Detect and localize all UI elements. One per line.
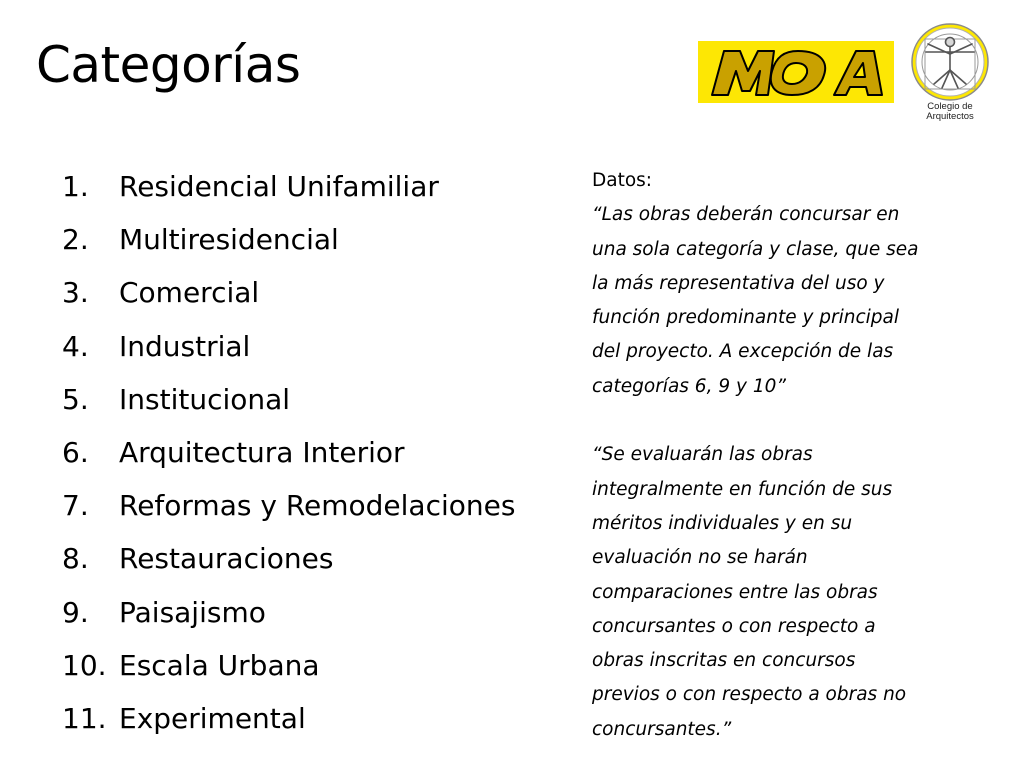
quote-line: “Las obras deberán concursar en: [592, 204, 900, 226]
list-item-label: Institucional: [119, 382, 291, 416]
quote-line: función predominante y principal: [592, 307, 900, 329]
list-item-number: 5.: [62, 382, 89, 416]
list-item-label: Multiresidencial: [119, 223, 339, 257]
list-item: [62, 586, 515, 639]
quote-line: méritos individuales y en su: [592, 512, 853, 534]
list-item: [62, 213, 515, 266]
list-item-label: Industrial: [119, 329, 251, 363]
datos-panel: [592, 164, 1002, 747]
list-item-label: Experimental: [119, 701, 306, 735]
quote-line: concursantes.”: [592, 718, 732, 740]
list-item-label: Residencial Unifamiliar: [119, 170, 439, 204]
list-item-number: 9.: [62, 595, 89, 629]
colegio-de-arquitectos-logo: [908, 22, 992, 128]
list-item-number: 3.: [62, 276, 89, 310]
quote-line: concursantes o con respecto a: [592, 615, 876, 637]
list-item-number: 1.: [62, 170, 89, 204]
quote-line: obras inscritas en concursos: [592, 650, 856, 672]
list-item: [62, 373, 515, 426]
quote-line: previos o con respecto a obras no: [592, 684, 907, 706]
quote-line: comparaciones entre las obras: [592, 581, 878, 603]
list-item: [62, 160, 515, 213]
list-item-number: 2.: [62, 223, 89, 257]
list-item-label: Comercial: [119, 276, 260, 310]
list-item: [62, 692, 515, 745]
colegio-caption-line2: Arquitectos: [926, 111, 974, 122]
category-list: [62, 160, 515, 745]
quote-line: evaluación no se harán: [592, 547, 808, 569]
quote-line: la más representativa del uso y: [592, 272, 885, 294]
quote-line: del proyecto. A excepción de las: [592, 341, 894, 363]
list-item: [62, 266, 515, 319]
list-item: [62, 320, 515, 373]
colegio-caption-line1: Colegio de: [927, 101, 973, 112]
list-item-number: 4.: [62, 329, 89, 363]
datos-label: Datos:: [592, 170, 653, 191]
quote-line: integralmente en función de sus: [592, 478, 893, 500]
list-item-label: Paisajismo: [119, 595, 266, 629]
moa-logo: [698, 41, 894, 103]
list-item-label: Arquitectura Interior: [119, 436, 405, 470]
list-item-label: Restauraciones: [119, 542, 334, 576]
quote-line: “Se evaluarán las obras: [592, 444, 813, 466]
list-item-label: Reformas y Remodelaciones: [119, 489, 516, 523]
list-item: [62, 426, 515, 479]
list-item-number: 11.: [62, 701, 107, 735]
slide-title: Categorías: [36, 36, 301, 94]
list-item: [62, 639, 515, 692]
list-item-number: 10.: [62, 648, 107, 682]
quote-categoria-unica: [592, 198, 1002, 404]
list-item: [62, 532, 515, 585]
list-item-number: 7.: [62, 489, 89, 523]
quote-evaluacion: [592, 438, 1002, 747]
quote-line: una sola categoría y clase, que sea: [592, 238, 919, 260]
vitruvian-man-icon: [908, 22, 992, 102]
list-item-label: Escala Urbana: [119, 648, 320, 682]
quote-line: categorías 6, 9 y 10”: [592, 375, 786, 397]
list-item-number: 6.: [62, 436, 89, 470]
list-item: [62, 479, 515, 532]
paragraph-spacer: [592, 404, 1002, 438]
list-item-number: 8.: [62, 542, 89, 576]
